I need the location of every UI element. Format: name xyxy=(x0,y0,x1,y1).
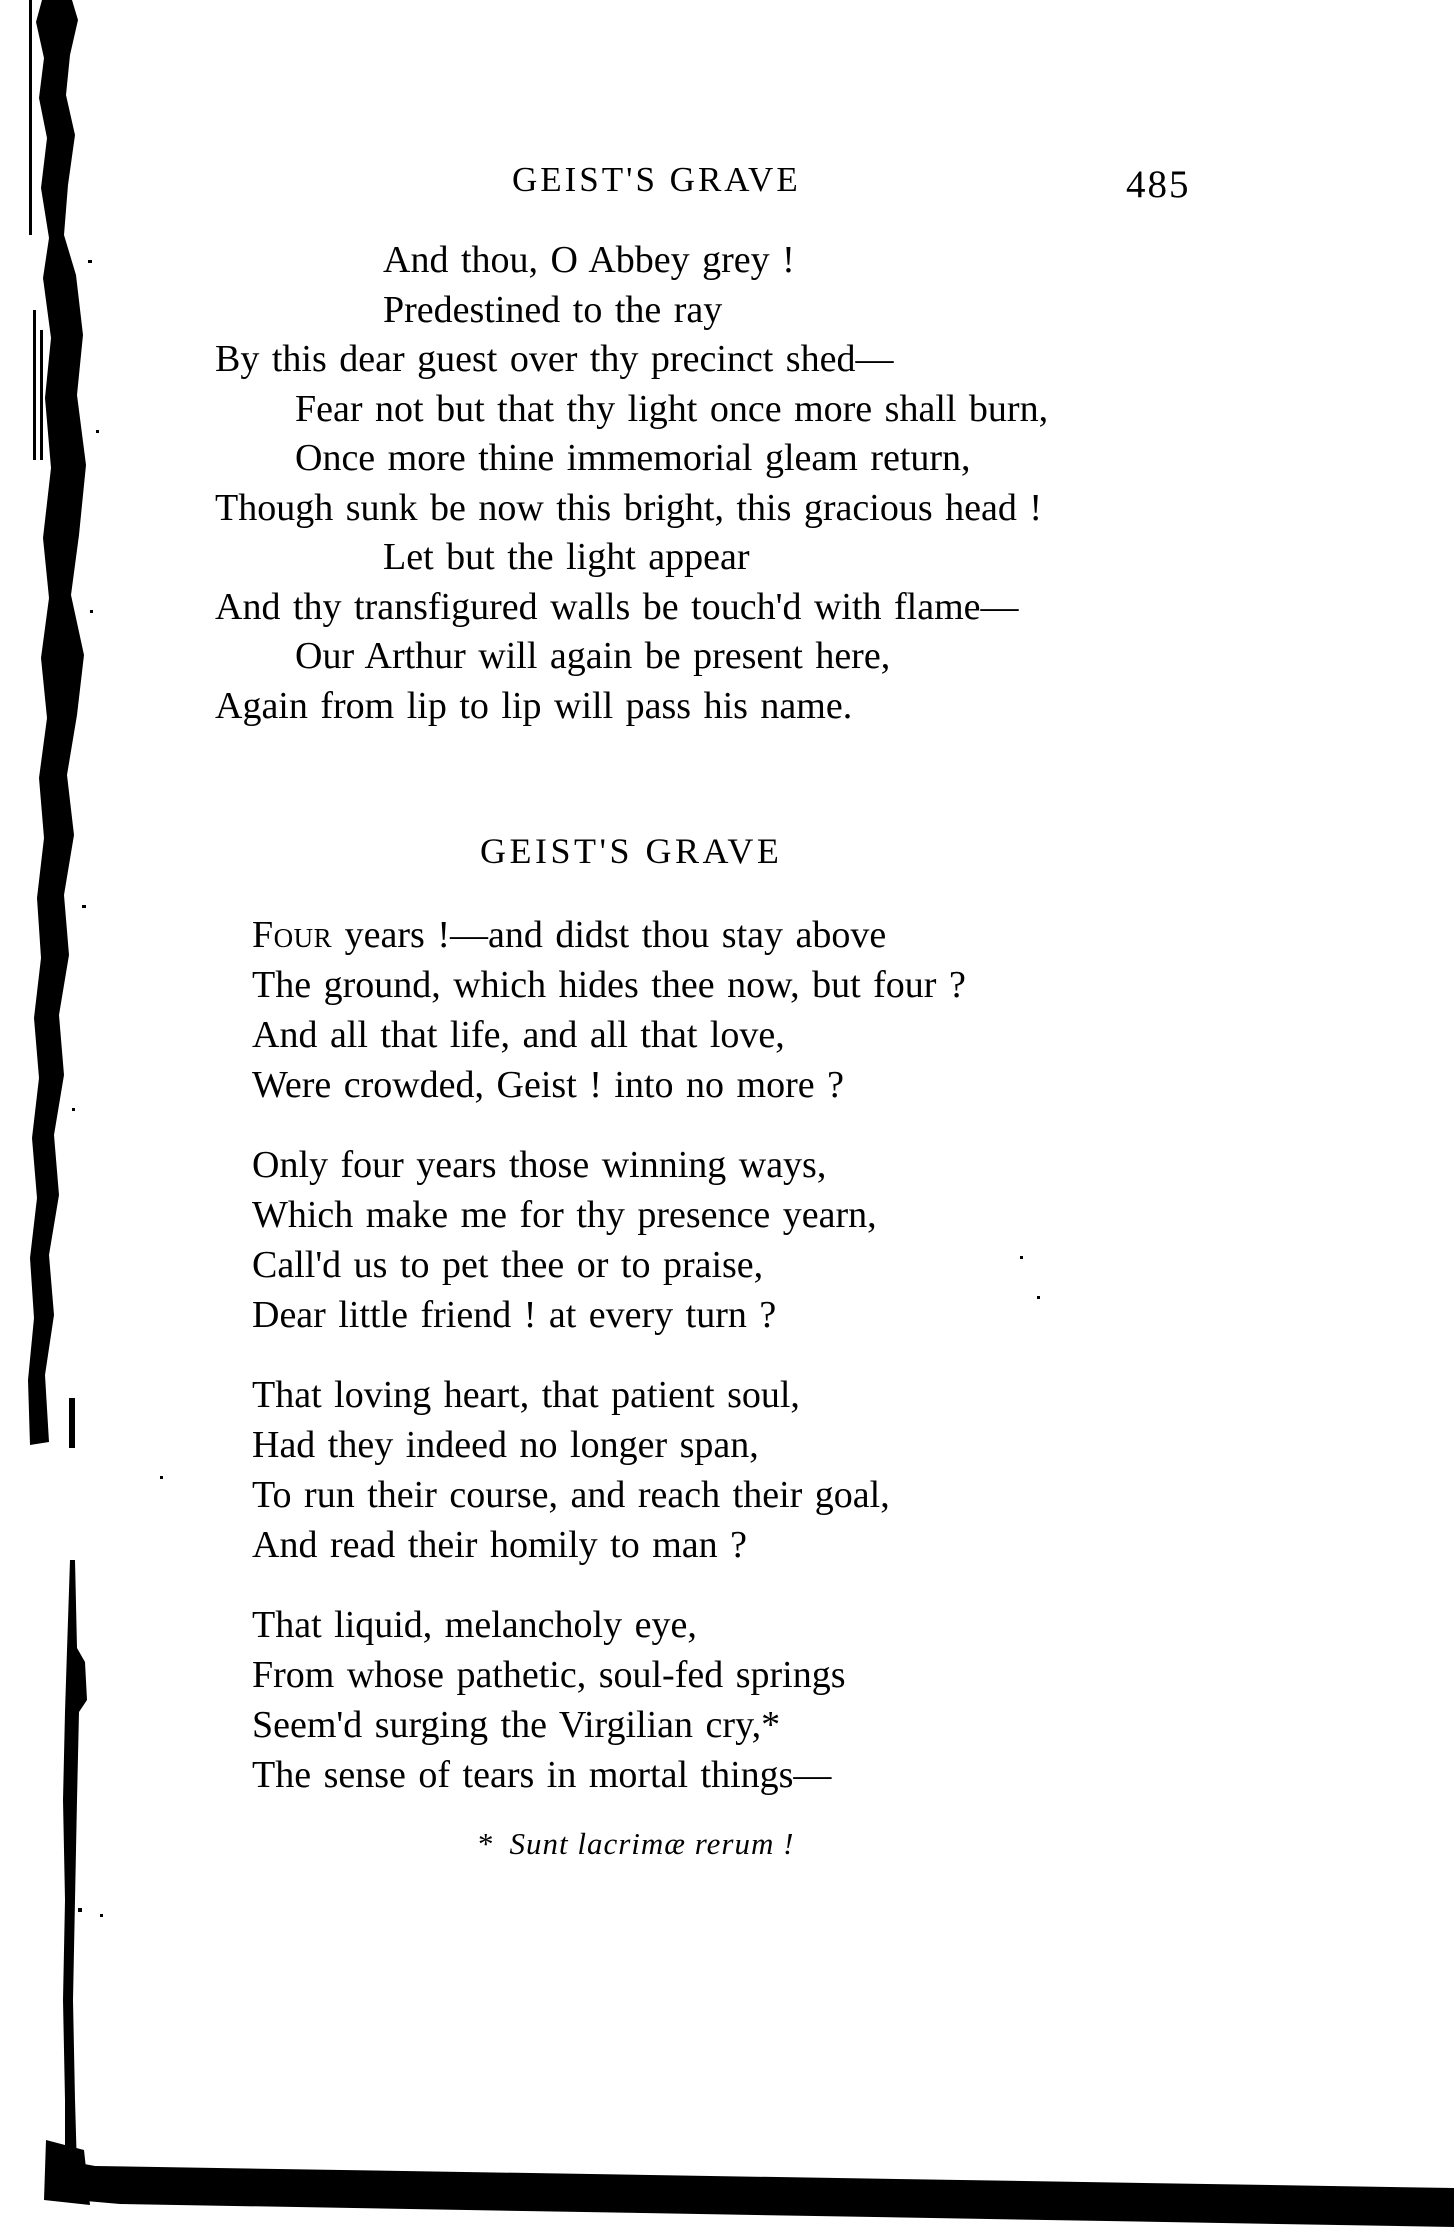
stanza xyxy=(252,910,966,1110)
poem-line-rest: years !—and didst thou stay above xyxy=(332,914,887,956)
poem-line: Predestined to the ray xyxy=(383,288,723,331)
scan-speckle xyxy=(72,1108,75,1111)
scan-artifact-left-band xyxy=(28,0,86,1445)
stanza xyxy=(252,1140,966,1340)
opening-word: Four xyxy=(252,914,333,956)
stanza xyxy=(252,1600,966,1800)
scan-speckle xyxy=(82,905,86,908)
geist-poem xyxy=(252,910,966,1830)
scan-artifact-lower-line xyxy=(63,1560,87,2168)
scan-artifact-edge-line xyxy=(29,0,32,235)
poem-line: Though sunk be now this bright, this gracious head ! xyxy=(215,486,1043,529)
abbey-poem-conclusion xyxy=(215,236,1048,731)
footnote-text: Sunt lacrimæ rerum ! xyxy=(509,1826,795,1861)
scan-artifact-lower-line xyxy=(69,1398,75,1448)
scan-artifact-edge-line xyxy=(40,330,43,460)
poem-line: The ground, which hides thee now, but four ? xyxy=(252,964,966,1006)
stanza xyxy=(252,1370,966,1570)
poem-line: Let but the light appear xyxy=(383,536,750,578)
scan-artifact-edge-line xyxy=(33,310,36,460)
scan-artifact-bottom-bar xyxy=(52,2158,1454,2227)
scan-speckle xyxy=(100,1914,103,1917)
poem-line: That liquid, melancholy eye, xyxy=(252,1604,697,1646)
scan-speckle xyxy=(1020,1256,1023,1259)
poem-line: Dear little friend ! at every turn ? xyxy=(252,1294,777,1336)
poem-line: And thou, O Abbey grey ! xyxy=(383,239,795,281)
scan-speckle xyxy=(96,430,99,433)
poem-line: From whose pathetic, soul-fed springs xyxy=(252,1654,846,1696)
scan-speckle xyxy=(78,1908,82,1912)
scan-artifact-corner-blob xyxy=(44,2140,90,2205)
poem-line: Again from lip to lip will pass his name. xyxy=(215,684,853,727)
poem-line: And read their homily to man ? xyxy=(252,1524,747,1566)
footnote-marker: * xyxy=(478,1826,494,1861)
poem-line: By this dear guest over thy precinct shed— xyxy=(215,338,894,380)
poem-line: And all that life, and all that love, xyxy=(252,1014,785,1056)
poem-line: Fear not but that thy light once more shall burn, xyxy=(295,387,1049,430)
poem-line: Seem'd surging the Virgilian cry,* xyxy=(252,1704,781,1746)
poem-line: That loving heart, that patient soul, xyxy=(252,1374,800,1416)
scan-speckle xyxy=(90,610,93,613)
poem-line: Only four years those winning ways, xyxy=(252,1144,827,1186)
poem-line: To run their course, and reach their goal, xyxy=(252,1474,890,1516)
poem-line: Had they indeed no longer span, xyxy=(252,1424,759,1466)
poem-line: Call'd us to pet thee or to praise, xyxy=(252,1244,764,1286)
poem-line xyxy=(252,910,966,960)
page-number: 485 xyxy=(1126,163,1191,206)
poem-line: Were crowded, Geist ! into no more ? xyxy=(252,1064,844,1106)
footnote xyxy=(478,1826,794,1862)
scan-speckle xyxy=(88,260,92,263)
poem-line: Which make me for thy presence yearn, xyxy=(252,1194,877,1236)
poem-line: The sense of tears in mortal things— xyxy=(252,1754,832,1796)
scan-speckle xyxy=(160,1476,163,1479)
poem-line: Our Arthur will again be present here, xyxy=(295,635,891,677)
poem-title: GEIST'S GRAVE xyxy=(480,831,783,871)
running-header: GEIST'S GRAVE xyxy=(512,160,801,199)
poem-line: And thy transfigured walls be touch'd with flame— xyxy=(215,585,1019,628)
scan-speckle xyxy=(1037,1296,1040,1299)
poem-line: Once more thine immemorial gleam return, xyxy=(295,437,971,479)
